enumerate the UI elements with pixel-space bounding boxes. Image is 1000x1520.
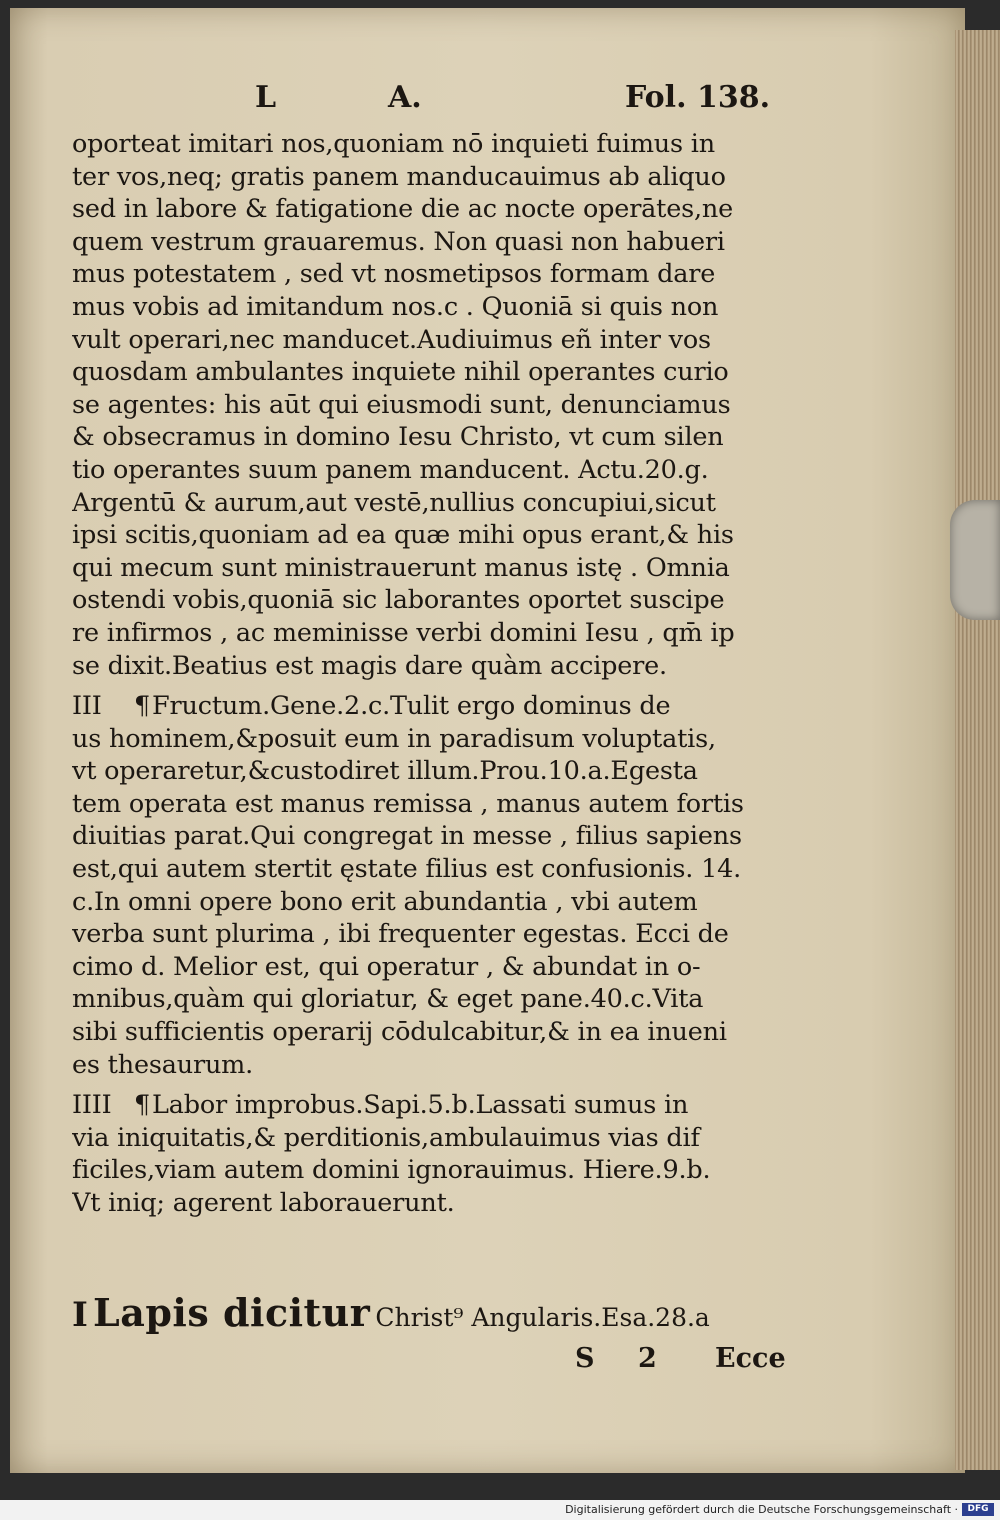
signature-mark: S bbox=[575, 1343, 595, 1374]
text-line bbox=[72, 755, 807, 788]
line-text: tem operata est manus remissa , manus autem fortis bbox=[72, 788, 744, 819]
text-line bbox=[72, 820, 807, 853]
line-text: verba sunt plurima , ibi frequenter egestas. Ecci de bbox=[72, 919, 729, 950]
line-text: vt operaretur,&custodiret illum.Prou.10.a.Egesta bbox=[72, 756, 698, 787]
text-line bbox=[72, 487, 807, 520]
running-head-section: A. bbox=[388, 80, 422, 115]
line-text: mus potestatem , sed vt nosmetipsos formam dare bbox=[72, 259, 716, 290]
text-line bbox=[72, 584, 807, 617]
text-line bbox=[72, 356, 807, 389]
line-text: sibi sufficientis operarij cōdulcabitur,& in ea inueni bbox=[72, 1017, 727, 1048]
text-line bbox=[72, 617, 807, 650]
line-text: diuitias parat.Qui congregat in messe , filius sapiens bbox=[72, 821, 742, 852]
book-page bbox=[10, 8, 965, 1473]
caption-numeral: I bbox=[72, 1295, 88, 1335]
line-text: ostendi vobis,quoniā sic laborantes oportet suscipe bbox=[72, 585, 725, 616]
text-line bbox=[72, 324, 807, 357]
text-line bbox=[72, 788, 807, 821]
line-text: oporteat imitari nos,quoniam nō inquieti fuimus in bbox=[72, 129, 715, 159]
text-line bbox=[72, 1154, 807, 1187]
dfg-logo: DFG bbox=[962, 1503, 994, 1516]
line-text: ipsi scitis,quoniam ad ea quæ mihi opus erant,& his bbox=[72, 520, 734, 551]
line-text: vult operari,nec manducet.Audiuimus eñ inter vos bbox=[72, 324, 711, 355]
text-line bbox=[72, 421, 807, 454]
text-line bbox=[72, 552, 807, 585]
text-line bbox=[72, 128, 807, 161]
text-line bbox=[72, 1049, 807, 1082]
line-text: via iniquitatis,& perditionis,ambulauimus vias dif bbox=[72, 1122, 700, 1153]
text-line bbox=[72, 226, 807, 259]
footer-bar bbox=[0, 1500, 1000, 1520]
text-line bbox=[72, 1122, 807, 1155]
line-text: se agentes: his aūt qui eiusmodi sunt, denunciamus bbox=[72, 389, 731, 420]
text-line bbox=[72, 1187, 807, 1220]
line-text: c.In omni opere bono erit abundantia , vbi autem bbox=[72, 886, 698, 917]
text-line bbox=[72, 519, 807, 552]
text-line bbox=[72, 690, 807, 723]
text-line bbox=[72, 650, 807, 683]
text-line bbox=[72, 723, 807, 756]
line-text: sed in labore & fatigatione die ac nocte operātes,ne bbox=[72, 194, 734, 225]
book-fore-edge bbox=[955, 30, 1000, 1470]
line-text: ter vos,neq; gratis panem manducauimus ab aliquo bbox=[72, 161, 726, 192]
caption-reference: Christ⁹ Angularis.Esa.28.a bbox=[375, 1303, 710, 1332]
text-line bbox=[72, 258, 807, 291]
body-text bbox=[72, 128, 807, 1228]
signature-number: 2 bbox=[638, 1343, 657, 1374]
line-text: tio operantes suum panem manducent. Actu.20.g. bbox=[72, 454, 709, 485]
line-text: quosdam ambulantes inquiete nihil operantes curio bbox=[72, 357, 729, 388]
line-text: mus vobis ad imitandum nos.c . Quoniā si quis non bbox=[72, 291, 719, 322]
line-text: mnibus,quàm qui gloriatur, & eget pane.40.c.Vita bbox=[72, 984, 704, 1015]
text-block bbox=[72, 128, 807, 682]
text-line bbox=[72, 1016, 807, 1049]
line-text: Argentū & aurum,aut vestē,nullius concupiui,sicut bbox=[72, 487, 716, 518]
text-line bbox=[72, 161, 807, 194]
catchword: Ecce bbox=[715, 1343, 786, 1374]
text-block bbox=[72, 690, 807, 1081]
line-text: ficiles,viam autem domini ignorauimus. Hiere.9.b. bbox=[72, 1155, 711, 1186]
line-text: qui mecum sunt ministrauerunt manus istę . Omnia bbox=[72, 552, 730, 583]
line-text: Vt iniq; agerent laborauerunt. bbox=[72, 1188, 455, 1218]
funding-credit: Digitalisierung gefördert durch die Deutsche Forschungsgemeinschaft · bbox=[565, 1503, 958, 1516]
line-text: re infirmos , ac meminisse verbi domini Iesu , qm̄ ip bbox=[72, 617, 735, 648]
line-text: Labor improbus.Sapi.5.b.Lassati sumus in bbox=[152, 1090, 689, 1121]
paragraph-mark: ¶ bbox=[134, 1090, 151, 1121]
text-line bbox=[72, 918, 807, 951]
section-numeral: III bbox=[72, 691, 102, 722]
caption-gothic-heading: Lapis dicitur bbox=[93, 1290, 371, 1335]
text-line bbox=[72, 291, 807, 324]
line-text: Fructum.Gene.2.c.Tulit ergo dominus de bbox=[152, 691, 671, 722]
text-line bbox=[72, 983, 807, 1016]
running-head-letter: L bbox=[255, 80, 277, 115]
line-text: es thesaurum. bbox=[72, 1049, 254, 1080]
text-line bbox=[72, 193, 807, 226]
text-block bbox=[72, 1089, 807, 1219]
section-numeral: IIII bbox=[72, 1090, 112, 1121]
woodcut-caption bbox=[72, 1290, 807, 1342]
folio-number: Fol. 138. bbox=[625, 80, 771, 115]
line-text: & obsecramus in domino Iesu Christo, vt cum silen bbox=[72, 422, 724, 453]
line-text: us hominem,&posuit eum in paradisum voluptatis, bbox=[72, 723, 716, 754]
line-text: est,qui autem stertit ęstate filius est confusionis. 14. bbox=[72, 854, 742, 885]
text-line bbox=[72, 951, 807, 984]
text-line bbox=[72, 1089, 807, 1122]
text-line bbox=[72, 454, 807, 487]
text-line bbox=[72, 853, 807, 886]
page-clip bbox=[950, 500, 1000, 620]
line-text: quem vestrum grauaremus. Non quasi non habueri bbox=[72, 226, 725, 257]
line-text: se dixit.Beatius est magis dare quàm accipere. bbox=[72, 650, 667, 681]
text-line bbox=[72, 886, 807, 919]
text-line bbox=[72, 389, 807, 422]
running-head bbox=[10, 80, 965, 124]
signature-line bbox=[10, 1343, 965, 1383]
line-text: cimo d. Melior est, qui operatur , & abundat in o- bbox=[72, 951, 701, 982]
paragraph-mark: ¶ bbox=[134, 691, 151, 722]
